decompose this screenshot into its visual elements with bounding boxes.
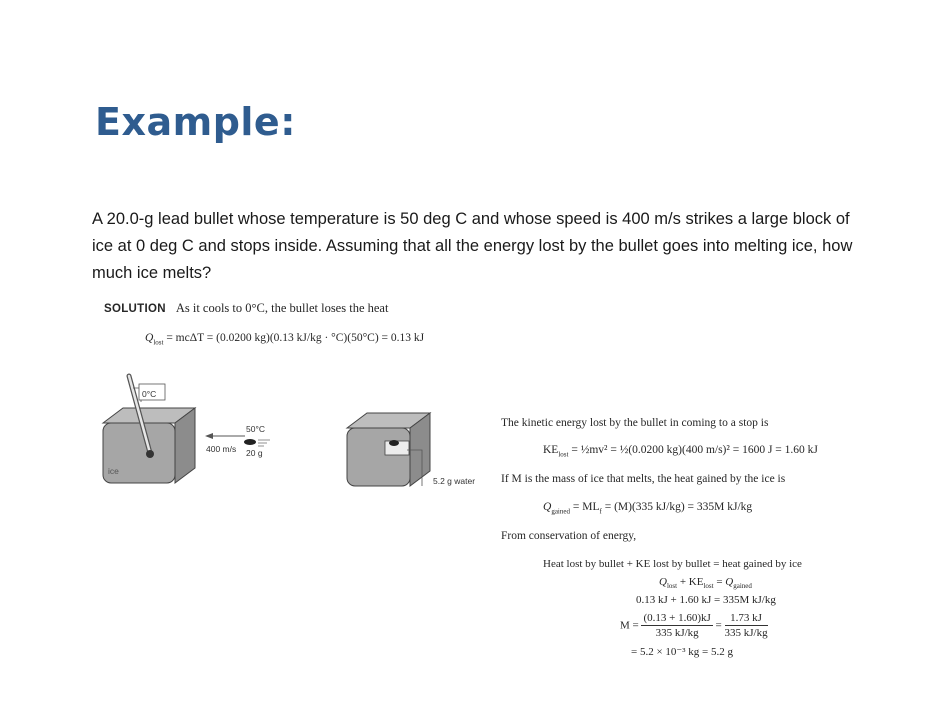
energy-balance-text: Heat lost by bullet + KE lost by bullet = heat gained by ice	[543, 558, 802, 570]
solution-heading-line	[104, 301, 388, 316]
ice-block-figure	[95, 368, 495, 493]
solution-intro: As it cools to 0°C, the bullet loses the heat	[175, 301, 389, 315]
conservation-intro: From conservation of energy,	[501, 530, 637, 542]
slide-title: Example:	[95, 100, 296, 144]
problem-line-2: ice at 0 deg C and stops inside. Assuming that all the energy lost by the bullet goes into melting ice, how	[92, 237, 853, 255]
thermometer-label: 0°C	[142, 389, 157, 399]
mass-result: = 5.2 × 10⁻³ kg = 5.2 g	[631, 646, 733, 658]
q-gained-equation: $Q_{gained} = ML_f = (M)(335$ kJ/kg) = 335M kJ/kg	[543, 501, 753, 516]
ke-intro: The kinetic energy lost by the bullet in coming to a stop is	[501, 417, 769, 429]
problem-statement	[92, 206, 882, 287]
bullet-icon	[244, 439, 270, 446]
ice-label: ice	[108, 466, 119, 476]
speed-label: 400 m/s	[206, 444, 237, 454]
q-lost-equation: $Q_{lost} = mc\Delta T = (0.0200$ kg)(0.13 kJ/kg · °C)(50°C) = 0.13 kJ	[145, 332, 425, 347]
energy-balance-numbers: 0.13 kJ + 1.60 kJ = 335M kJ/kg	[636, 594, 776, 606]
q-lost-eq-text: = mcΔT = (0.0200 kg)(0.13 kJ/kg · °C)(50°C) = 0.13 kJ	[166, 332, 425, 344]
problem-line-3: much ice melts?	[92, 264, 212, 282]
ice-block-right	[347, 413, 430, 486]
mass-label: 20 g	[246, 448, 263, 458]
velocity-arrow	[205, 433, 245, 439]
ke-equation: $KE_{lost}$ = ½mv² = ½(0.0200 kg)(400 m/s)² = 1600 J = 1.60 kJ	[543, 444, 818, 459]
energy-balance-symbols: $Q_{lost} + KE_{lost} = Q_{gained}$	[659, 576, 752, 591]
problem-line-1: A 20.0-g lead bullet whose temperature is 50 deg C and whose speed is 400 m/s strikes a large block of	[92, 210, 850, 228]
ice-intro: If M is the mass of ice that melts, the heat gained by the ice is	[501, 473, 786, 485]
water-label: 5.2 g water	[433, 476, 476, 486]
solution-label: SOLUTION	[104, 303, 166, 315]
mass-solution-fraction: M = $\frac{(0.13 + 1.60)kJ}{335 kJ/kg}$ = $\frac{1.73 kJ}{335 kJ/kg}$	[620, 612, 768, 639]
temperature-label: 50°C	[246, 424, 265, 434]
